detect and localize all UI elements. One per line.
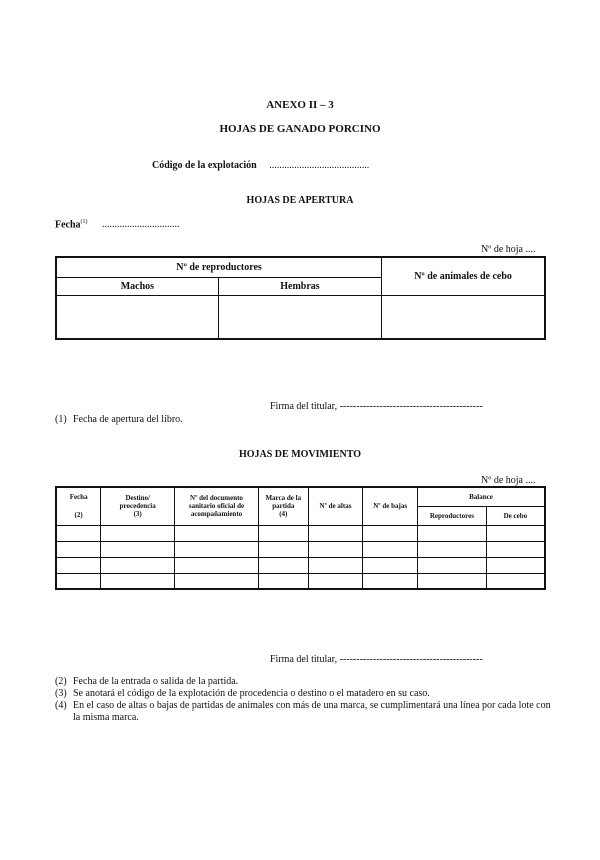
documento-column-header: [175, 487, 259, 525]
hembras-cell[interactable]: [218, 295, 381, 339]
apertura-table: [55, 256, 546, 340]
reproductores-header: Nº de reproductores: [56, 257, 382, 277]
cell[interactable]: [417, 557, 486, 573]
apertura-note: [55, 414, 555, 426]
cell[interactable]: [175, 525, 259, 541]
fecha-column-note: (2): [74, 511, 83, 520]
movimiento-signature: Firma del titular, -------------------------------------------: [270, 654, 483, 665]
explotacion-code-field: ........................................: [269, 160, 370, 171]
note-text: Se anotará el código de la explotación de procedencia o destino o el matadero en su caso.: [73, 688, 430, 699]
cell[interactable]: [308, 525, 363, 541]
note-text: En el caso de altas o bajas de partidas de animales con más de una marca, se cumplimentará una línea por cada lote con la misma marca.: [73, 700, 551, 723]
cell[interactable]: [258, 525, 308, 541]
cell[interactable]: [308, 573, 363, 589]
cebo-cell[interactable]: [382, 295, 545, 339]
movimiento-sheet-number: Nº de hoja ....: [481, 475, 536, 486]
note-number: (2): [55, 676, 67, 687]
apertura-sheet-number: Nº de hoja ....: [481, 244, 536, 255]
cell[interactable]: [101, 541, 175, 557]
fecha-column-label: Fecha: [69, 493, 88, 502]
document-title: HOJAS DE GANADO PORCINO: [219, 123, 381, 135]
destino-column-label: Destino/ procedencia: [119, 494, 156, 511]
note-number: (4): [55, 700, 67, 711]
cell[interactable]: [56, 557, 101, 573]
fecha-label: Fecha: [55, 219, 81, 231]
altas-column-header: Nº de altas: [308, 487, 363, 525]
fecha-row: [55, 219, 180, 230]
marca-column-label: Marca de la partida: [265, 494, 302, 511]
note-text: Fecha de apertura del libro.: [73, 414, 183, 425]
note-text: Fecha de la entrada o salida de la partida.: [73, 676, 239, 687]
cell[interactable]: [101, 557, 175, 573]
cell[interactable]: [417, 573, 486, 589]
apertura-signature: Firma del titular, -------------------------------------------: [270, 401, 483, 412]
movement-row: [56, 573, 545, 589]
balance-header: Balance: [417, 487, 545, 506]
cell[interactable]: [258, 541, 308, 557]
cell[interactable]: [56, 573, 101, 589]
movement-row: [56, 525, 545, 541]
reproductores-column-header: Reproductores: [417, 506, 486, 525]
cell[interactable]: [308, 557, 363, 573]
movement-row: [56, 541, 545, 557]
cell[interactable]: [308, 541, 363, 557]
machos-cell[interactable]: [56, 295, 218, 339]
cell[interactable]: [56, 541, 101, 557]
cell[interactable]: [258, 557, 308, 573]
cell[interactable]: [417, 525, 486, 541]
explotacion-code-row: [152, 160, 369, 171]
marca-column-note: (4): [279, 510, 288, 519]
cebo-column-header: De cebo: [486, 506, 545, 525]
movimiento-title: HOJAS DE MOVIMIENTO: [238, 449, 362, 460]
bajas-column-header: Nº de bajas: [363, 487, 418, 525]
cell[interactable]: [417, 541, 486, 557]
machos-header: Machos: [56, 277, 218, 295]
cell[interactable]: [101, 573, 175, 589]
hembras-header: Hembras: [218, 277, 381, 295]
cell[interactable]: [486, 573, 545, 589]
cell[interactable]: [175, 557, 259, 573]
note-number: (1): [55, 414, 67, 425]
cell[interactable]: [486, 541, 545, 557]
marca-column-header: [258, 487, 308, 525]
note-item: [55, 676, 555, 688]
cebo-header: Nº de animales de cebo: [382, 257, 545, 295]
cell[interactable]: [175, 541, 259, 557]
cell[interactable]: [258, 573, 308, 589]
note-item: [55, 688, 555, 700]
documento-column-label: Nº del documento sanitario oficial de acompañamiento: [188, 494, 245, 519]
fecha-note-ref: (1): [80, 219, 88, 225]
movement-row: [56, 557, 545, 573]
apertura-title: HOJAS DE APERTURA: [246, 195, 354, 206]
cell[interactable]: [486, 525, 545, 541]
movimiento-table: [55, 486, 546, 590]
movimiento-notes: [55, 676, 555, 724]
destino-column-note: (3): [133, 510, 142, 519]
explotacion-code-label: Código de la explotación: [152, 160, 257, 171]
note-number: (3): [55, 688, 67, 699]
cell[interactable]: [101, 525, 175, 541]
cell[interactable]: [363, 557, 418, 573]
destino-column-header: [101, 487, 175, 525]
note-item: [55, 700, 555, 724]
cell[interactable]: [363, 573, 418, 589]
cell[interactable]: [363, 541, 418, 557]
annex-title: ANEXO II – 3: [266, 99, 334, 111]
fecha-field: ...............................: [102, 219, 180, 231]
cell[interactable]: [56, 525, 101, 541]
cell[interactable]: [363, 525, 418, 541]
cell[interactable]: [486, 557, 545, 573]
fecha-column-header: [56, 487, 101, 525]
cell[interactable]: [175, 573, 259, 589]
